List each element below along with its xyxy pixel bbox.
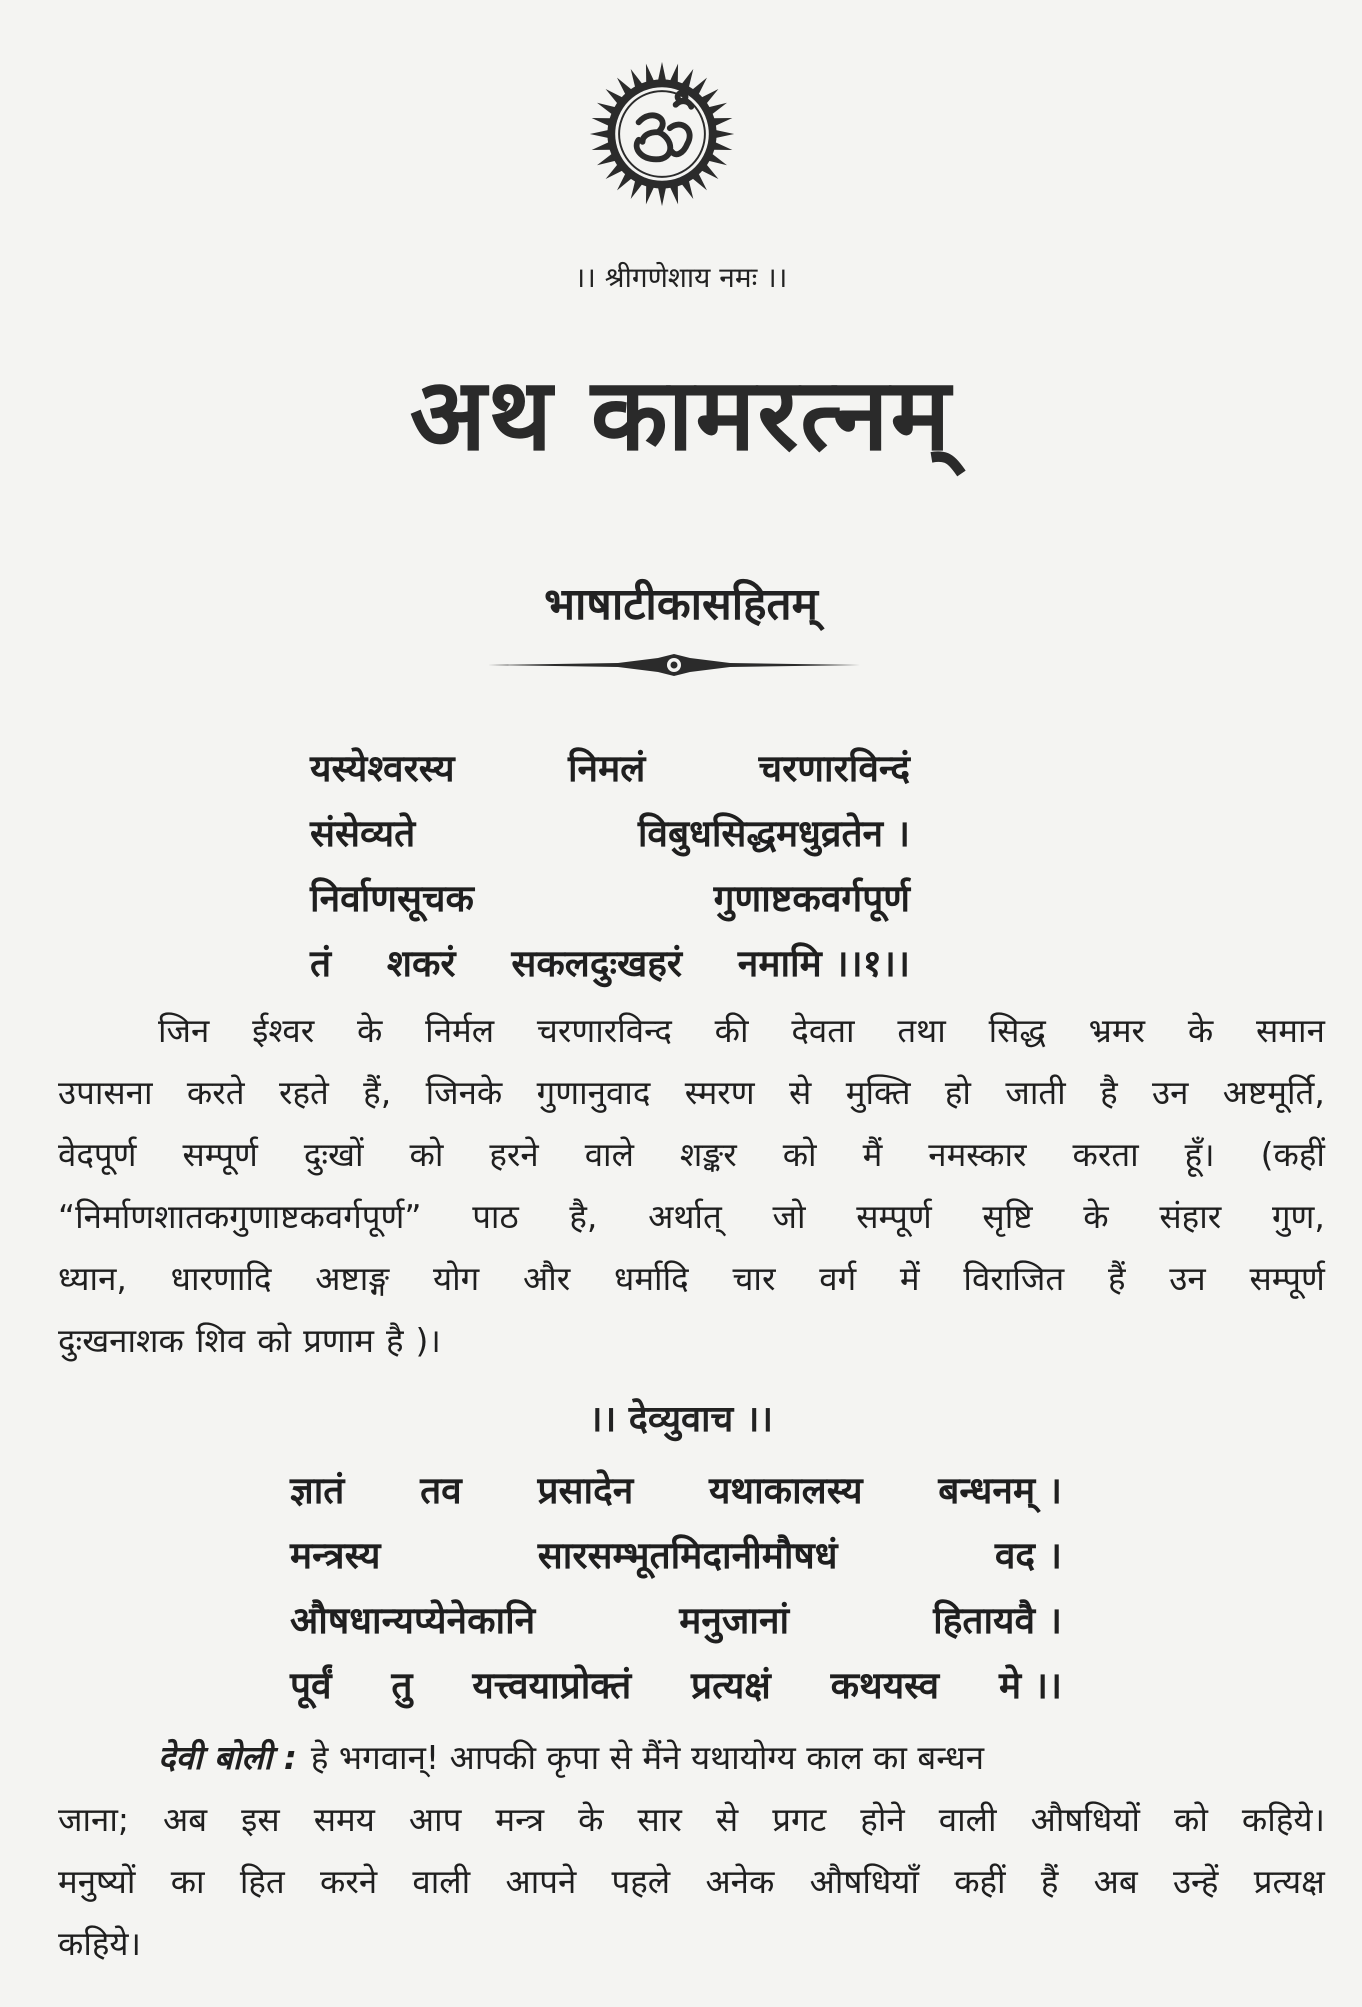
verse-2 — [290, 1458, 1062, 1718]
invocation-text: ।। श्रीगणेशाय नमः ।। — [574, 261, 788, 294]
verse-word: मे ।। — [998, 1664, 1062, 1707]
verse-word: गुणाष्टकवर्गपूर्ण — [713, 877, 910, 920]
commentary-text: हे भगवान्! आपकी कृपा से मैंने यथायोग्य काल का बन्धन — [310, 1738, 985, 1777]
commentary-line: मनुष्यों का हित करने वाली आपने पहले अनेक औषधियाँ कहीं हैं अब उन्हें प्रत्यक्ष — [58, 1862, 1325, 1901]
verse-word: वद । — [994, 1534, 1062, 1577]
verse-word: हितायवै । — [933, 1599, 1062, 1642]
commentary-line: जिन ईश्वर के निर्मल चरणारविन्द की देवता तथा सिद्ध भ्रमर के समान — [158, 1011, 1325, 1050]
verse-word: बन्धनम् । — [938, 1469, 1062, 1512]
verse-word: शकरं — [386, 942, 456, 985]
verse-line — [290, 1653, 1062, 1718]
verse-word: प्रत्यक्षं — [691, 1664, 771, 1707]
commentary-line — [58, 1727, 1325, 1789]
verse-word: चरणारविन्दं — [758, 747, 910, 790]
verse-line — [310, 931, 910, 996]
verse-word: प्रसादेन — [537, 1469, 634, 1512]
commentary-line: वेदपूर्ण सम्पूर्ण दुःखों को हरने वाले शङ्कर को मैं नमस्कार करता हूँ। (कहीं — [58, 1135, 1325, 1174]
verse-word: यथाकालस्य — [708, 1469, 863, 1512]
verse-word: सारसम्भूतमिदानीमौषधं — [537, 1534, 838, 1577]
verse-1 — [310, 736, 910, 996]
commentary-2 — [58, 1727, 1325, 1975]
verse-line — [310, 866, 910, 931]
verse-word: औषधान्यप्येनेकानि — [290, 1599, 536, 1642]
verse-word: मनुजानां — [679, 1599, 790, 1642]
om-sun-icon — [584, 56, 740, 212]
verse-word: कथयस्व — [830, 1664, 940, 1707]
page-title: अथ कामरत्नम् — [409, 356, 953, 473]
verse-word: विबुधसिद्धमधुव्रतेन । — [637, 812, 910, 855]
verse-word: यत्त्वयाप्रोक्तं — [472, 1664, 632, 1707]
verse-word: संसेव्यते — [310, 812, 416, 855]
commentary-line: ध्यान, धारणादि अष्टाङ्ग योग और धर्मादि चार वर्ग में विराजित हैं उन सम्पूर्ण — [58, 1259, 1325, 1298]
ornament-divider — [488, 652, 860, 678]
verse-word: पूर्वं — [290, 1664, 332, 1707]
verse-line — [310, 801, 910, 866]
commentary-line: दुःखनाशक शिव को प्रणाम है )। — [58, 1321, 441, 1360]
verse-word: निर्वाणसूचक — [310, 877, 474, 920]
commentary-line: उपासना करते रहते हैं, जिनके गुणानुवाद स्मरण से मुक्ति हो जाती है उन अष्टमूर्ति, — [58, 1073, 1325, 1112]
commentary-line: “निर्माणशातकगुणाष्टकवर्गपूर्ण” पाठ है, अर्थात् जो सम्पूर्ण सृष्टि के संहार गुण, — [58, 1197, 1325, 1236]
verse-word: निमलं — [567, 747, 646, 790]
page-subtitle: भाषाटीकासहितम् — [544, 579, 818, 630]
verse-line — [290, 1458, 1062, 1523]
verse-word: तव — [420, 1469, 462, 1512]
commentary-line: जाना; अब इस समय आप मन्त्र के सार से प्रगट होने वाली औषधियों को कहिये। — [58, 1800, 1325, 1839]
verse-line — [290, 1588, 1062, 1653]
verse-line — [310, 736, 910, 801]
verse-word: ज्ञातं — [290, 1469, 345, 1512]
commentary-line: कहिये। — [58, 1924, 142, 1963]
section-heading: ।। देव्युवाच ।। — [588, 1399, 774, 1440]
verse-word: तु — [391, 1664, 413, 1707]
verse-word: सकलदुःखहरं — [511, 942, 683, 985]
verse-line — [290, 1523, 1062, 1588]
commentary-1 — [58, 1000, 1325, 1372]
verse-word: नमामि ।।१।। — [737, 942, 910, 985]
verse-word: यस्येश्वरस्य — [310, 747, 455, 790]
speaker-label: देवी बोली : — [158, 1738, 297, 1777]
verse-word: तं — [310, 942, 332, 985]
verse-word: मन्त्रस्य — [290, 1534, 381, 1577]
